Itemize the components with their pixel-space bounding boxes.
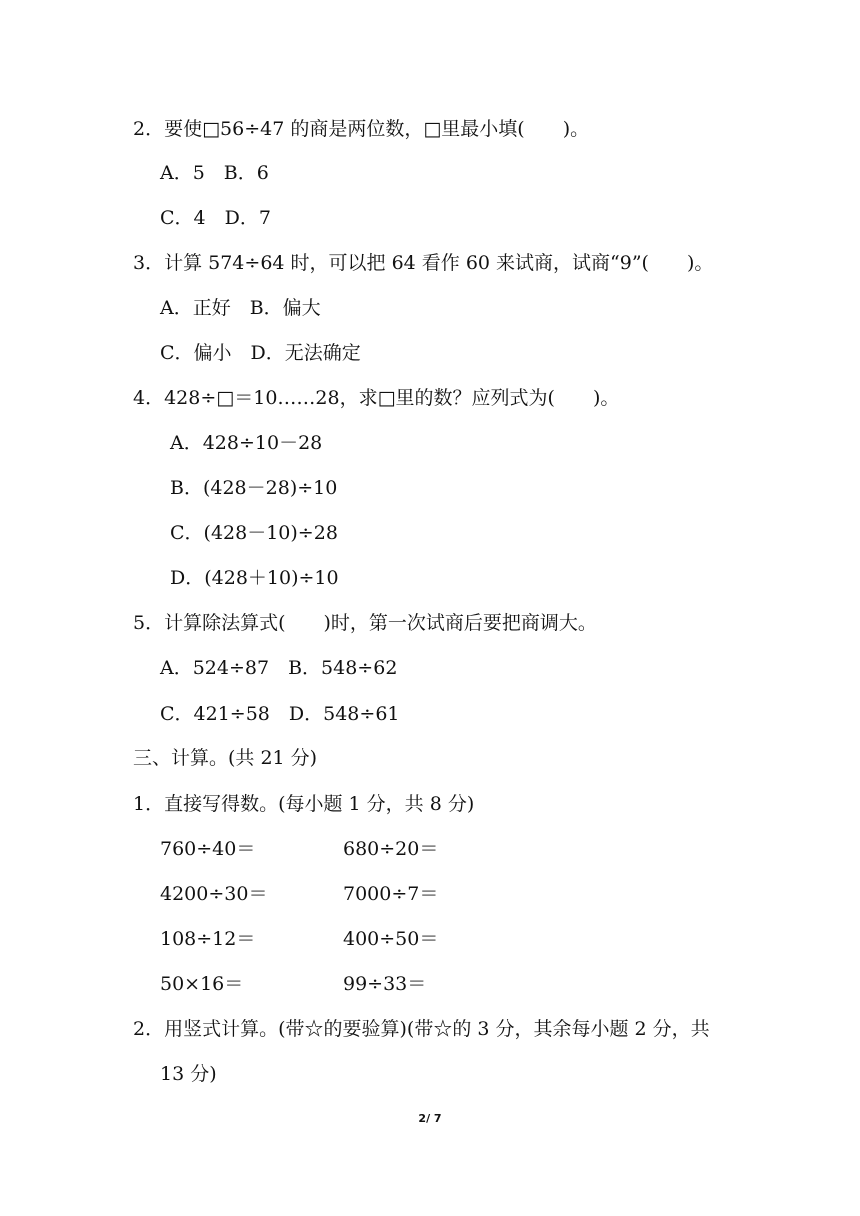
question-2-options-ab: A．5 B．6 [160, 162, 269, 184]
question-5-options-cd: C．421÷58 D．548÷61 [160, 703, 400, 725]
section-3-part-1-title: 1．直接写得数。(每小题 1 分，共 8 分) [133, 793, 475, 815]
question-3-stem: 3．计算 574÷64 时，可以把 64 看作 60 来试商，试商“9”( )。 [133, 252, 714, 274]
section-3-part-2-title: 2．用竖式计算。(带☆的要验算)(带☆的 3 分，其余每小题 2 分，共 [133, 1018, 710, 1040]
question-3-options-ab: A．正好 B．偏大 [160, 297, 321, 319]
mental-calc-item: 760÷40＝ [160, 838, 256, 860]
question-4-option-c: C．(428－10)÷28 [170, 522, 338, 544]
mental-calc-item: 400÷50＝ [343, 928, 439, 950]
question-5-options-ab: A．524÷87 B．548÷62 [160, 657, 398, 679]
page-number: 2/ 7 [418, 1112, 442, 1125]
mental-calc-item: 50×16＝ [160, 973, 244, 995]
mental-calc-item: 99÷33＝ [343, 973, 427, 995]
question-4-option-a: A．428÷10－28 [170, 432, 323, 454]
question-2-options-cd: C．4 D．7 [160, 207, 271, 229]
mental-calc-item: 7000÷7＝ [343, 883, 439, 905]
section-3-heading: 三、计算。(共 21 分) [133, 747, 318, 769]
question-4-option-d: D．(428＋10)÷10 [170, 567, 339, 589]
question-4-stem: 4．428÷□＝10……28，求□里的数？应列式为( )。 [133, 387, 620, 409]
mental-calc-item: 4200÷30＝ [160, 883, 268, 905]
question-2-stem: 2．要使□56÷47 的商是两位数，□里最小填( )。 [133, 118, 590, 140]
question-3-options-cd: C．偏小 D．无法确定 [160, 342, 361, 364]
mental-calc-item: 680÷20＝ [343, 838, 439, 860]
question-5-stem: 5．计算除法算式( )时，第一次试商后要把商调大。 [133, 612, 597, 634]
section-3-part-2-title-continued: 13 分) [160, 1063, 217, 1085]
mental-calc-item: 108÷12＝ [160, 928, 256, 950]
question-4-option-b: B．(428－28)÷10 [170, 477, 338, 499]
